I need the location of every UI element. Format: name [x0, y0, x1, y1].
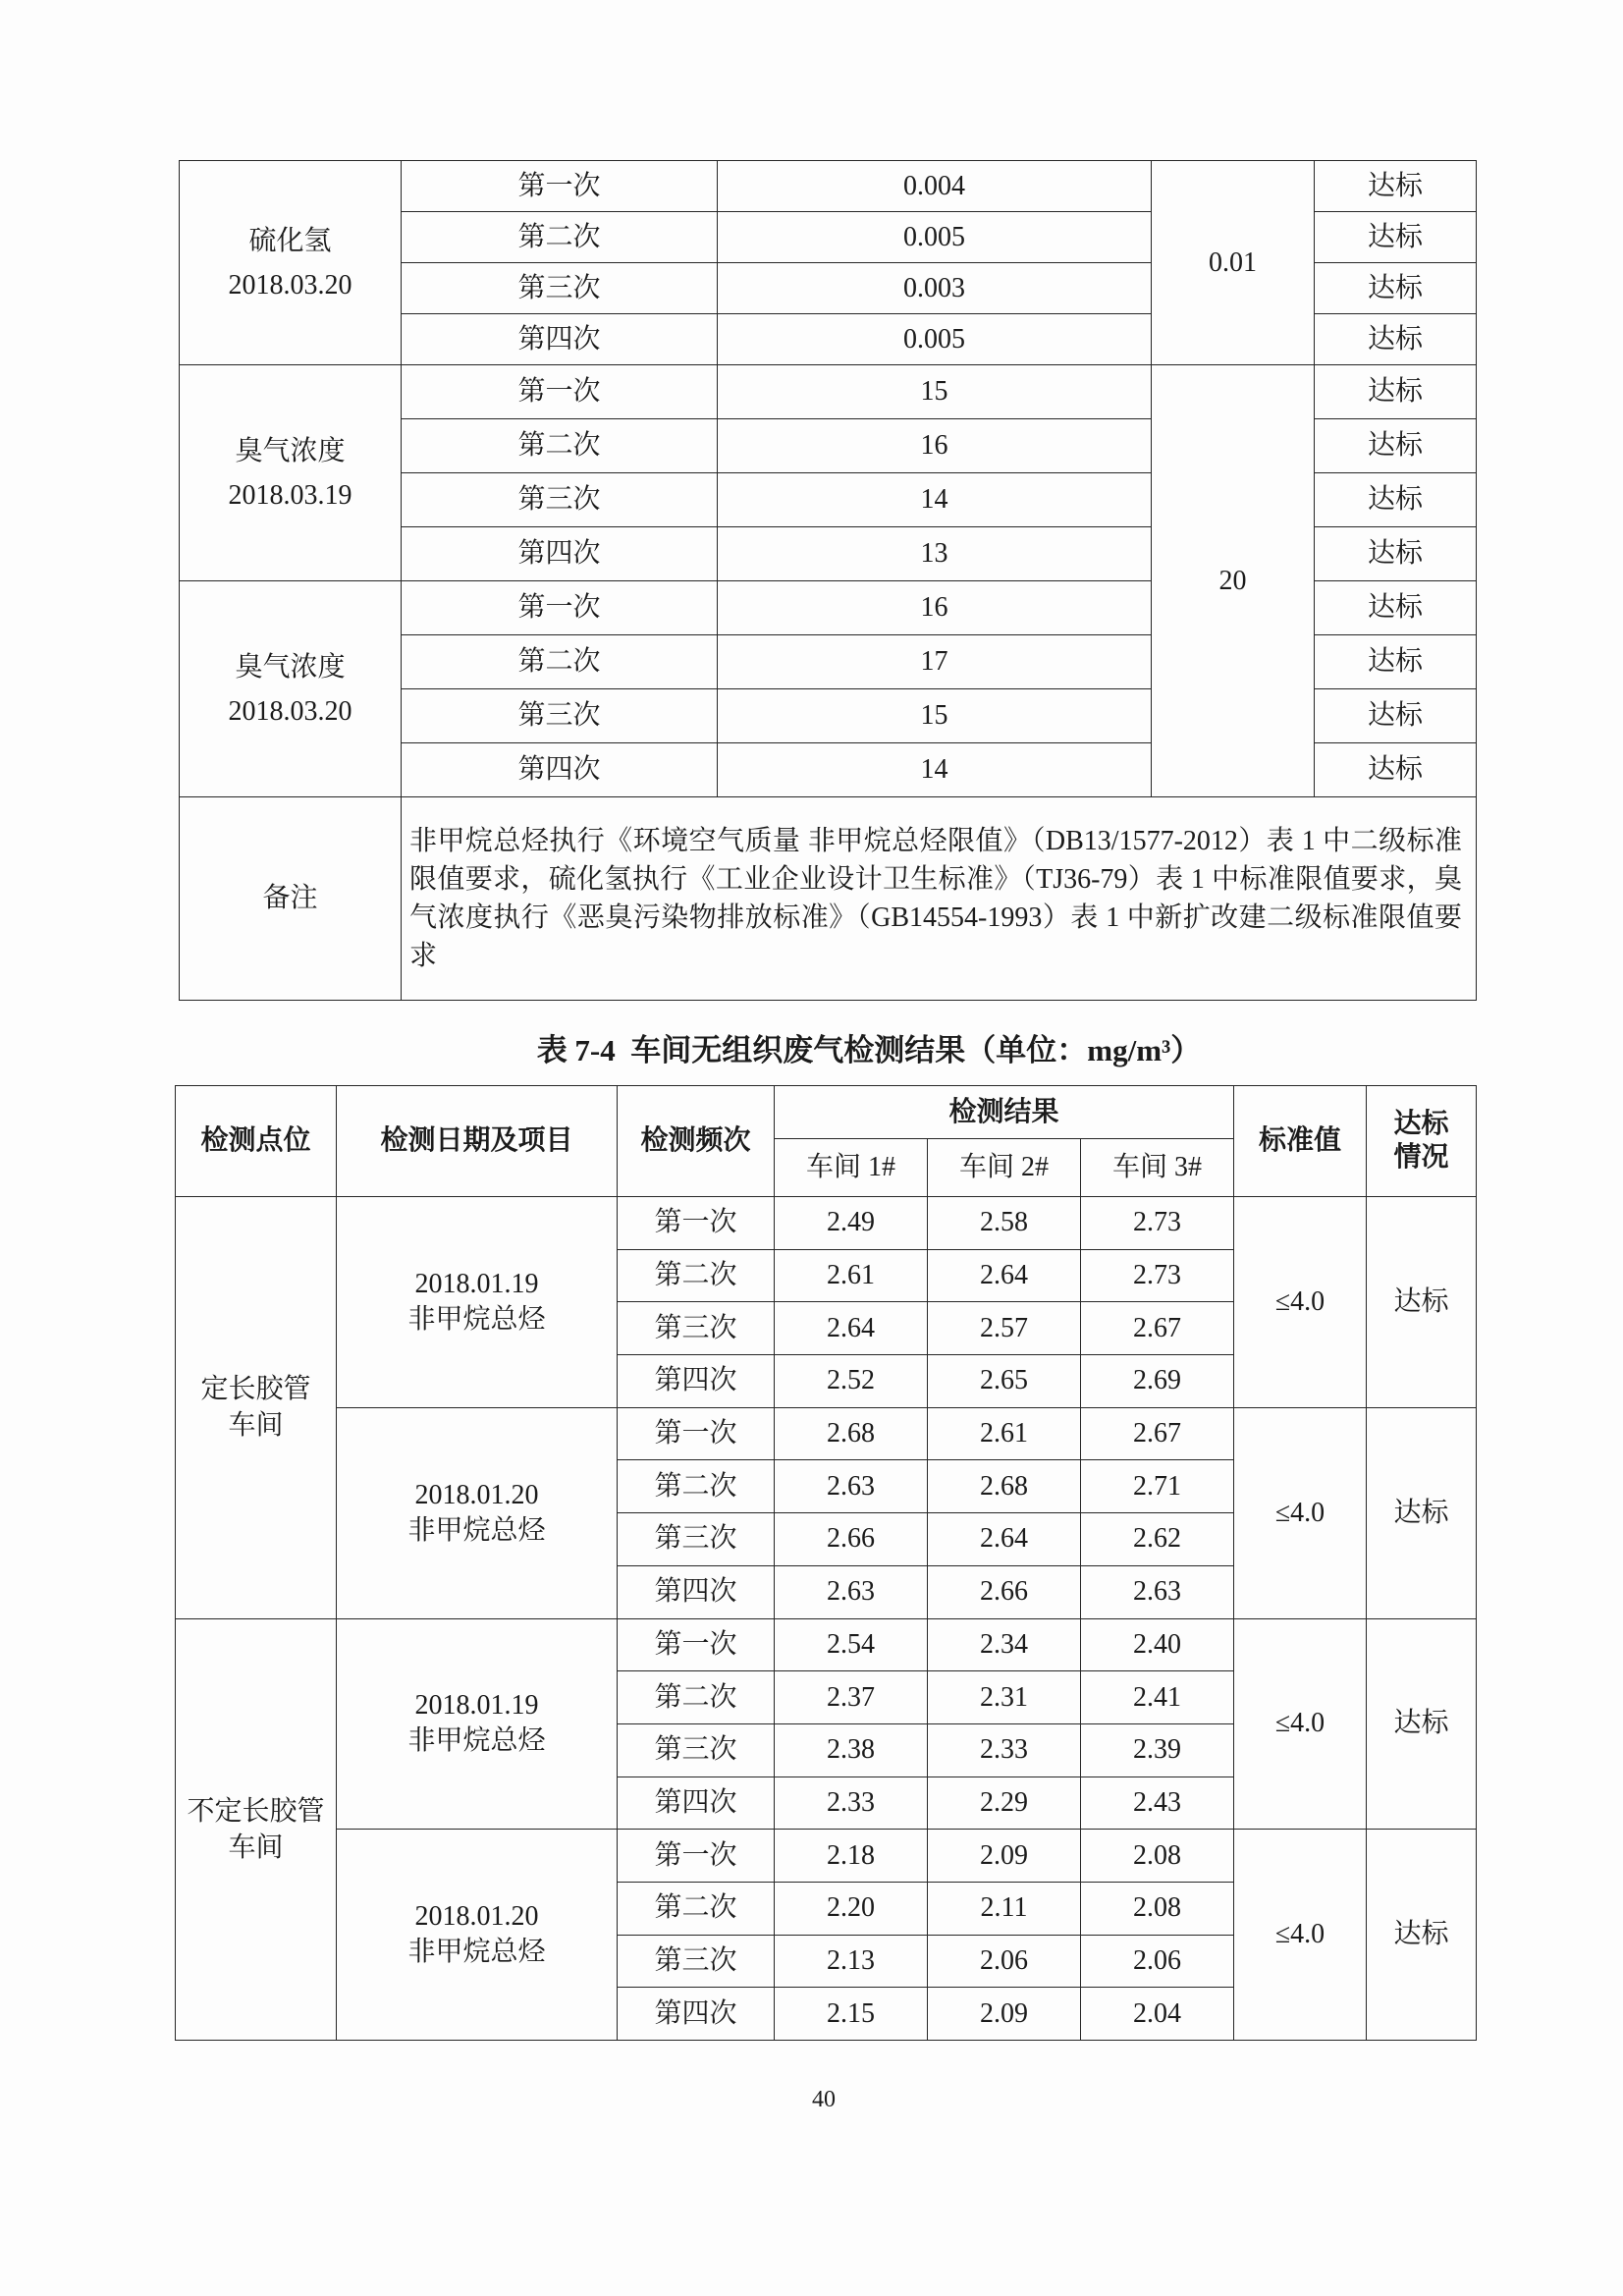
value-cell: 2.31	[928, 1671, 1081, 1724]
value-cell: 2.29	[928, 1777, 1081, 1830]
frequency-cell: 第一次	[402, 161, 718, 212]
measured-value-cell: 13	[718, 527, 1152, 581]
value-cell: 2.64	[775, 1302, 928, 1355]
frequency-cell: 第四次	[618, 1988, 775, 2041]
value-cell: 2.63	[775, 1565, 928, 1618]
value-cell: 2.37	[775, 1671, 928, 1724]
frequency-cell: 第三次	[618, 1513, 775, 1566]
header-compliance-line: 情况	[1393, 1142, 1449, 1173]
value-cell: 2.43	[1081, 1777, 1234, 1830]
value-cell: 2.40	[1081, 1618, 1234, 1671]
h2s-odor-results-table	[179, 160, 1477, 1001]
measured-value-cell: 14	[718, 743, 1152, 797]
compliance-cell: 达标	[1315, 527, 1477, 581]
frequency-cell: 第四次	[402, 743, 718, 797]
location-name-line: 车间	[228, 1410, 284, 1442]
pollutant-name: 臭气浓度	[235, 651, 346, 683]
value-cell: 2.34	[928, 1618, 1081, 1671]
compliance-cell: 达标	[1315, 581, 1477, 635]
compliance-cell: 达标	[1315, 314, 1477, 365]
header-workshop-2: 车间 2#	[928, 1139, 1081, 1197]
value-cell: 2.20	[775, 1882, 928, 1935]
value-cell: 2.04	[1081, 1988, 1234, 2041]
measured-value-cell: 16	[718, 419, 1152, 473]
value-cell: 2.15	[775, 1988, 928, 2041]
frequency-cell: 第一次	[402, 581, 718, 635]
value-cell: 2.69	[1081, 1355, 1234, 1408]
value-cell: 2.06	[1081, 1935, 1234, 1988]
value-cell: 2.38	[775, 1723, 928, 1777]
frequency-cell: 第三次	[618, 1723, 775, 1777]
value-cell: 2.62	[1081, 1513, 1234, 1566]
note-text-cell: 非甲烷总烃执行《环境空气质量 非甲烷总烃限值》（DB13/1577-2012）表 1 中二级标准限值要求，硫化氢执行《工业企业设计卫生标准》（TJ36-79）表 1 中标准限值要求，臭气浓度执行《恶臭污染物排放标准》（GB14554-1993）表 1 中新扩改建二级标准限值要求	[402, 797, 1477, 1001]
location-name-line: 定长胶管	[200, 1374, 311, 1405]
measured-value-cell: 0.005	[718, 314, 1152, 365]
measured-value-cell: 15	[718, 689, 1152, 743]
frequency-cell: 第四次	[618, 1355, 775, 1408]
measured-value-cell: 0.004	[718, 161, 1152, 212]
header-date-item: 检测日期及项目	[337, 1086, 618, 1197]
header-compliance	[1367, 1086, 1477, 1197]
value-cell: 2.73	[1081, 1249, 1234, 1302]
sampling-date: 2018.03.20	[228, 269, 352, 301]
frequency-cell: 第三次	[402, 689, 718, 743]
table-row	[180, 797, 1477, 1001]
sampling-date: 2018.03.19	[228, 479, 352, 511]
compliance-cell: 达标	[1315, 473, 1477, 527]
compliance-cell: 达标	[1315, 635, 1477, 689]
value-cell: 2.66	[775, 1513, 928, 1566]
measured-value-cell: 17	[718, 635, 1152, 689]
table-row	[176, 1407, 1477, 1460]
frequency-cell: 第一次	[618, 1197, 775, 1250]
value-cell: 2.09	[928, 1830, 1081, 1883]
frequency-cell: 第二次	[618, 1460, 775, 1513]
table-title: 表 7-4 车间无组织废气检测结果（单位：mg/m³）	[536, 1033, 1202, 1067]
table-header-row	[176, 1086, 1477, 1139]
measured-value-cell: 16	[718, 581, 1152, 635]
frequency-cell: 第四次	[618, 1777, 775, 1830]
compliance-cell: 达标	[1315, 689, 1477, 743]
value-cell: 2.11	[928, 1882, 1081, 1935]
value-cell: 2.73	[1081, 1197, 1234, 1250]
workshop-exhaust-results-table	[175, 1085, 1477, 2041]
compliance-cell: 达标	[1367, 1407, 1477, 1618]
frequency-cell: 第二次	[618, 1882, 775, 1935]
header-frequency: 检测频次	[618, 1086, 775, 1197]
test-date: 2018.01.20	[414, 1901, 539, 1933]
compliance-cell: 达标	[1315, 263, 1477, 314]
value-cell: 2.39	[1081, 1723, 1234, 1777]
header-workshop-1: 车间 1#	[775, 1139, 928, 1197]
measured-value-cell: 0.005	[718, 212, 1152, 263]
value-cell: 2.65	[928, 1355, 1081, 1408]
compliance-cell: 达标	[1315, 161, 1477, 212]
frequency-cell: 第一次	[618, 1830, 775, 1883]
table-row	[180, 161, 1477, 212]
frequency-cell: 第一次	[402, 365, 718, 419]
value-cell: 2.33	[775, 1777, 928, 1830]
location-cell	[176, 1618, 337, 2041]
pollutant-date-cell	[180, 581, 402, 797]
value-cell: 2.33	[928, 1723, 1081, 1777]
value-cell: 2.61	[775, 1249, 928, 1302]
test-item: 非甲烷总烃	[407, 1514, 546, 1546]
value-cell: 2.08	[1081, 1830, 1234, 1883]
header-results: 检测结果	[775, 1086, 1234, 1139]
frequency-cell: 第二次	[402, 635, 718, 689]
value-cell: 2.61	[928, 1407, 1081, 1460]
test-date: 2018.01.19	[414, 1268, 539, 1299]
pollutant-date-cell	[180, 365, 402, 581]
value-cell: 2.54	[775, 1618, 928, 1671]
header-workshop-3: 车间 3#	[1081, 1139, 1234, 1197]
header-standard: 标准值	[1234, 1086, 1367, 1197]
measured-value-cell: 14	[718, 473, 1152, 527]
frequency-cell: 第一次	[618, 1407, 775, 1460]
table-row	[180, 365, 1477, 419]
page-number: 40	[812, 2087, 836, 2112]
frequency-cell: 第二次	[618, 1671, 775, 1724]
location-name-line: 不定长胶管	[187, 1795, 325, 1827]
value-cell: 2.08	[1081, 1882, 1234, 1935]
compliance-cell: 达标	[1315, 419, 1477, 473]
header-location: 检测点位	[176, 1086, 337, 1197]
pollutant-name: 硫化氢	[248, 225, 332, 256]
value-cell: 2.09	[928, 1988, 1081, 2041]
frequency-cell: 第二次	[402, 419, 718, 473]
value-cell: 2.49	[775, 1197, 928, 1250]
frequency-cell: 第四次	[402, 314, 718, 365]
frequency-cell: 第三次	[618, 1302, 775, 1355]
compliance-cell: 达标	[1367, 1830, 1477, 2041]
value-cell: 2.52	[775, 1355, 928, 1408]
measured-value-cell: 15	[718, 365, 1152, 419]
test-date: 2018.01.20	[414, 1479, 539, 1510]
pollutant-date-cell	[180, 161, 402, 365]
date-item-cell	[337, 1830, 618, 2041]
frequency-cell: 第三次	[402, 473, 718, 527]
header-compliance-line: 达标	[1393, 1109, 1449, 1139]
value-cell: 2.06	[928, 1935, 1081, 1988]
measured-value-cell: 0.003	[718, 263, 1152, 314]
pollutant-name: 臭气浓度	[235, 435, 346, 466]
frequency-cell: 第三次	[618, 1935, 775, 1988]
compliance-cell: 达标	[1315, 365, 1477, 419]
value-cell: 2.67	[1081, 1302, 1234, 1355]
table-row	[176, 1618, 1477, 1671]
location-name-line: 车间	[228, 1831, 284, 1863]
sampling-date: 2018.03.20	[228, 695, 352, 727]
frequency-cell: 第三次	[402, 263, 718, 314]
value-cell: 2.13	[775, 1935, 928, 1988]
value-cell: 2.63	[1081, 1565, 1234, 1618]
standard-value-cell: ≤4.0	[1234, 1407, 1367, 1618]
compliance-cell: 达标	[1315, 743, 1477, 797]
value-cell: 2.18	[775, 1830, 928, 1883]
test-item: 非甲烷总烃	[407, 1937, 546, 1968]
frequency-cell: 第四次	[402, 527, 718, 581]
value-cell: 2.68	[928, 1460, 1081, 1513]
compliance-cell: 达标	[1315, 212, 1477, 263]
value-cell: 2.58	[928, 1197, 1081, 1250]
note-label-cell: 备注	[180, 797, 402, 1001]
value-cell: 2.41	[1081, 1671, 1234, 1724]
date-item-cell	[337, 1407, 618, 1618]
frequency-cell: 第二次	[402, 212, 718, 263]
date-item-cell	[337, 1197, 618, 1408]
value-cell: 2.67	[1081, 1407, 1234, 1460]
test-date: 2018.01.19	[414, 1690, 539, 1722]
frequency-cell: 第一次	[618, 1618, 775, 1671]
test-item: 非甲烷总烃	[407, 1303, 546, 1335]
value-cell: 2.63	[775, 1460, 928, 1513]
date-item-cell	[337, 1618, 618, 1830]
value-cell: 2.66	[928, 1565, 1081, 1618]
standard-value-cell: ≤4.0	[1234, 1197, 1367, 1408]
standard-value-cell: ≤4.0	[1234, 1830, 1367, 2041]
value-cell: 2.71	[1081, 1460, 1234, 1513]
test-item: 非甲烷总烃	[407, 1725, 546, 1757]
value-cell: 2.68	[775, 1407, 928, 1460]
frequency-cell: 第二次	[618, 1249, 775, 1302]
value-cell: 2.57	[928, 1302, 1081, 1355]
value-cell: 2.64	[928, 1513, 1081, 1566]
location-cell	[176, 1197, 337, 1619]
standard-value-cell: 0.01	[1152, 161, 1315, 365]
value-cell: 2.64	[928, 1249, 1081, 1302]
standard-value-cell: ≤4.0	[1234, 1618, 1367, 1830]
compliance-cell: 达标	[1367, 1618, 1477, 1830]
table-row	[176, 1197, 1477, 1250]
standard-value-cell: 20	[1152, 365, 1315, 797]
compliance-cell: 达标	[1367, 1197, 1477, 1408]
frequency-cell: 第四次	[618, 1565, 775, 1618]
table-row	[176, 1830, 1477, 1883]
